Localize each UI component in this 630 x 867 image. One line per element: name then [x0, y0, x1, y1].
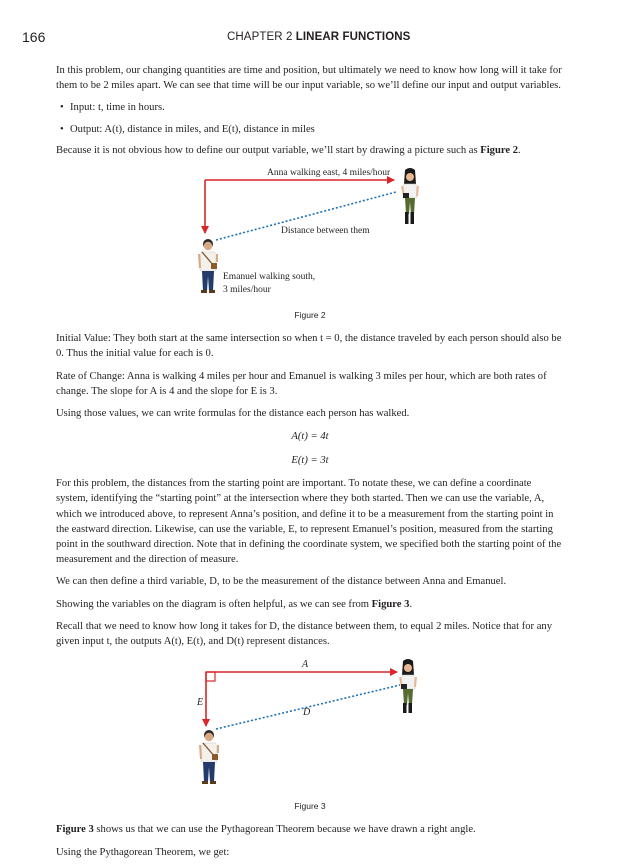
anna-figure — [402, 168, 418, 224]
figure2-reference: Figure 2 — [480, 144, 519, 156]
recall-paragraph: Recall that we need to know how long it takes for D, the distance between them, to equal 2 miles. Notice that for any given input t, the outputs A(t), E(t), and D(t) represent distances. — [56, 620, 552, 648]
variable-list — [56, 100, 564, 136]
emanuel-figure-3 — [200, 730, 218, 784]
figure-3 — [56, 656, 564, 796]
figure-2 — [56, 165, 564, 305]
figure3-caption: Figure 3 — [294, 801, 326, 812]
chapter-title: LINEAR FUNCTIONS — [295, 31, 411, 43]
intro-paragraph: In this problem, our changing quantities are time and position, but ultimately we need to know how long will it take for them to be 2 miles apart. We can see that time will be our input variable, so we’ll define our input and output variables. — [56, 65, 562, 92]
third-variable-paragraph: We can then define a third variable, D, to be the measurement of the distance between Anna and Emanuel. — [56, 576, 507, 588]
page-number: 166 — [22, 29, 46, 45]
emanuel-label-line1: Emanuel walking south, — [223, 272, 316, 283]
using-pythagorean-paragraph: Using the Pythagorean Theorem, we get: — [56, 846, 230, 858]
pythagorean-text: shows us that we can use the Pythagorean Theorem because we have drawn a right angle. — [93, 824, 476, 836]
bullet-input: • Input: t, time in hours. — [70, 100, 564, 115]
bullet-output: • Output: A(t), distance in miles, and E(t), distance in miles — [70, 122, 564, 137]
distance-label: Distance between them — [281, 226, 370, 237]
emanuel-label-line2: 3 miles/hour — [223, 285, 271, 296]
showing-text: Showing the variables on the diagram is often helpful, as we can see from — [56, 598, 372, 610]
using-values-paragraph: Using those values, we can write formulas for the distance each person has walked. — [56, 408, 410, 420]
label-d: D — [303, 707, 311, 719]
right-angle-marker — [206, 672, 215, 681]
initial-value-paragraph: Initial Value: They both start at the same intersection so when t = 0, the distance traveled by each person should also be 0. Thus the initial value for each is 0. — [56, 333, 562, 360]
picture-lead-end: . — [518, 144, 521, 156]
coordinate-system-paragraph: For this problem, the distances from the starting point are important. To notate these, we can define a coordinate system, identifying the “starting point” at the intersection where they both started. Then we can use the variable, A, which we introduced above, to represent Anna’s position, and define it to be a measurement from the starting point in the eastward direction. Likewise, can use the variable, E, to represent Emanuel’s position, measured from the starting point in the southward direction. Note that in defining the coordinate system, we specified both the starting point of the measurement and the direction of measure. — [56, 478, 562, 566]
running-header — [227, 31, 410, 43]
anna-figure-3 — [400, 659, 416, 713]
emanuel-figure — [199, 239, 217, 293]
page-content — [56, 63, 564, 867]
figure3-reference: Figure 3 — [371, 598, 410, 610]
showing-variables-paragraph — [56, 597, 564, 612]
rate-of-change-paragraph: Rate of Change: Anna is walking 4 miles per hour and Emanuel is walking 3 miles per hour, which are both rates of change. The slope for A is 4 and the slope for E is 3. — [56, 370, 547, 397]
picture-lead-text: Because it is not obvious how to define our output variable, we’ll start by drawing a picture such as — [56, 144, 481, 156]
chapter-number: CHAPTER 2 — [227, 31, 293, 43]
equation-emanuel: E(t) = 3t — [291, 455, 329, 467]
figure2-caption: Figure 2 — [294, 310, 326, 321]
showing-end: . — [409, 598, 413, 610]
figure3-reference-2: Figure 3 — [56, 824, 94, 836]
equation-anna: A(t) = 4t — [291, 431, 329, 443]
label-a: A — [302, 659, 309, 671]
equations — [56, 428, 564, 469]
label-e: E — [197, 697, 204, 709]
picture-lead-paragraph — [56, 143, 564, 158]
pythagorean-paragraph — [56, 822, 564, 837]
anna-label: Anna walking east, 4 miles/hour — [267, 168, 391, 179]
